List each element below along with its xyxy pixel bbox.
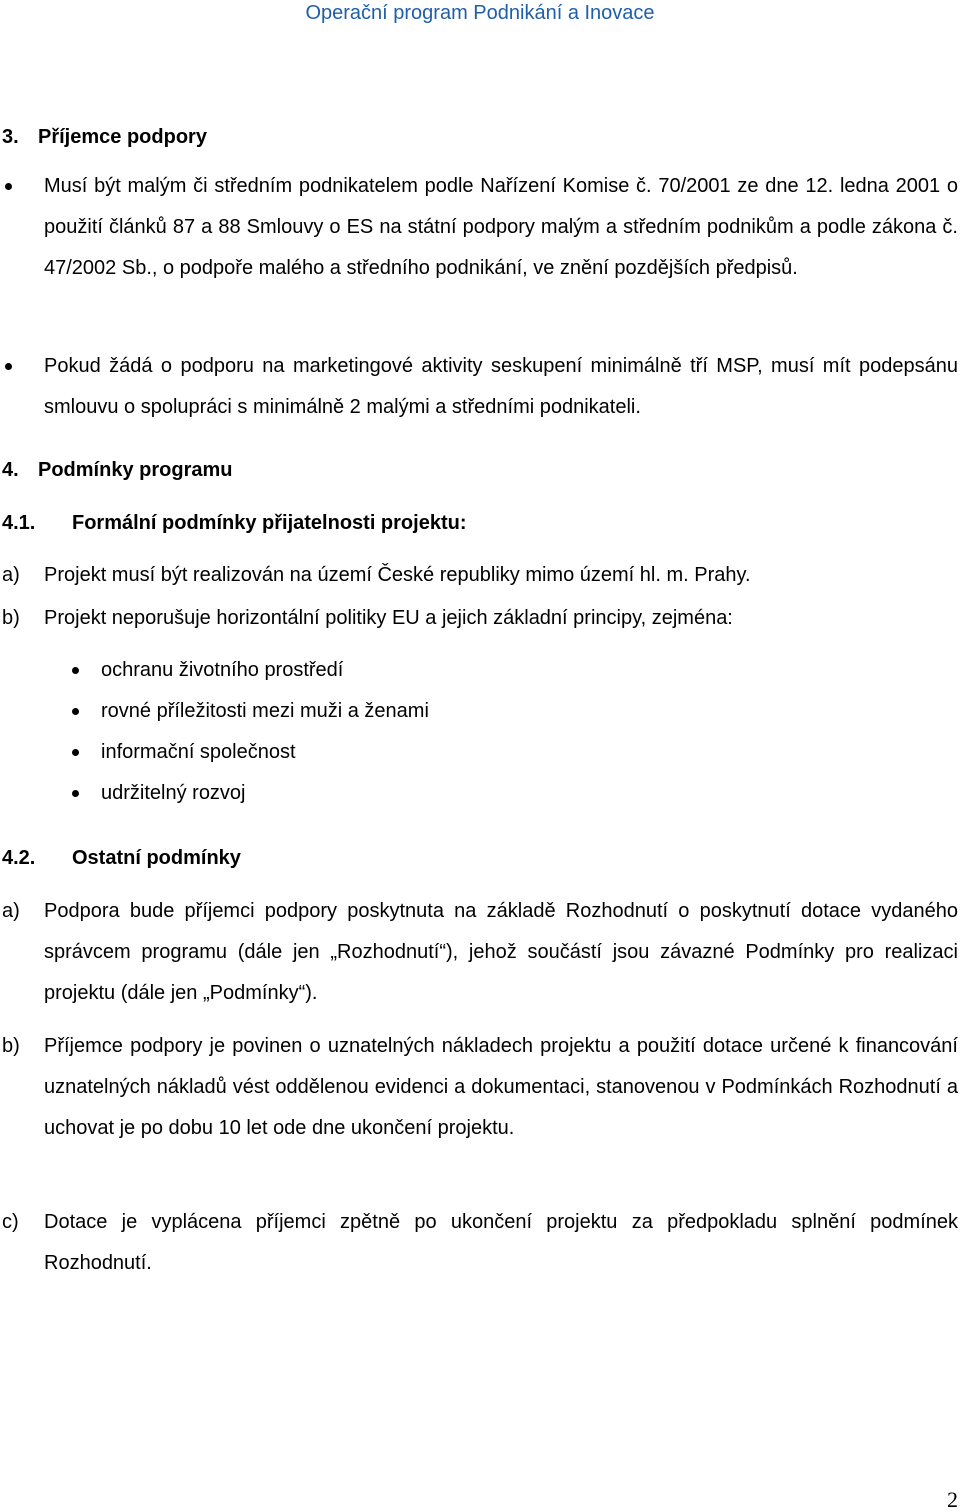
- section-4-2-item-a: Podpora bude příjemci podpory poskytnuta na základě Rozhodnutí o poskytnutí dotace vydaného správcem programu (dále jen „Rozhodnutí“), jehož součástí jsou závazné Podmínky pro realizaci projektu (dále jen „Podmínky“).: [44, 900, 958, 1004]
- section-3-title: Příjemce podpory: [38, 126, 207, 148]
- item-marker: a): [2, 564, 20, 586]
- subbullet-item: udržitelný rozvoj: [101, 782, 246, 804]
- section-3-bullet-2: Pokud žádá o podporu na marketingové aktivity seskupení minimálně tří MSP, musí mít podepsánu smlouvu o spolupráci s minimálně 2 malými a středními podnikateli.: [44, 355, 958, 418]
- section-4-1-item-a: Projekt musí být realizován na území České republiky mimo území hl. m. Prahy.: [44, 564, 751, 586]
- subbullet-item: rovné příležitosti mezi muži a ženami: [101, 700, 429, 722]
- bullet-icon: [72, 708, 79, 715]
- section-3-bullet-1: Musí být malým či středním podnikatelem podle Nařízení Komise č. 70/2001 ze dne 12. ledna 2001 o použití článků 87 a 88 Smlouvy o ES na státní podpory malým a středním podnikům a podle zákona č. 47/2002 Sb., o podpoře malého a středního podnikání, ve znění pozdějších předpisů.: [44, 175, 958, 279]
- item-marker: c): [2, 1211, 19, 1233]
- section-3-number: 3.: [2, 126, 19, 148]
- page-number: 2: [947, 1487, 958, 1512]
- item-marker: b): [2, 607, 20, 629]
- bullet-icon: [72, 790, 79, 797]
- section-4-1-item-b: Projekt neporušuje horizontální politiky EU a jejich základní principy, zejména:: [44, 607, 733, 629]
- section-4-2-item-b: Příjemce podpory je povinen o uznatelných nákladech projektu a použití dotace určené k financování uznatelných nákladů vést oddělenou evidenci a dokumentaci, stanovenou v Podmínkách Rozhodnutí a uchovat je po dobu 10 let ode dne ukončení projektu.: [44, 1035, 958, 1139]
- bullet-icon: [5, 183, 12, 190]
- section-4-1-number: 4.1.: [2, 512, 36, 534]
- page-header: Operační program Podnikání a Inovace: [305, 2, 655, 24]
- bullet-icon: [5, 363, 12, 370]
- section-4-1-title: Formální podmínky přijatelnosti projektu:: [72, 512, 467, 534]
- subbullet-item: ochranu životního prostředí: [101, 659, 344, 681]
- subbullet-item: informační společnost: [101, 741, 296, 763]
- section-4-2-number: 4.2.: [2, 847, 36, 869]
- item-marker: a): [2, 900, 20, 922]
- section-4-number: 4.: [2, 459, 19, 481]
- bullet-icon: [72, 749, 79, 756]
- section-4-2-title: Ostatní podmínky: [72, 847, 241, 869]
- section-4-2-item-c: Dotace je vyplácena příjemci zpětně po ukončení projektu za předpokladu splnění podmínek Rozhodnutí.: [44, 1211, 958, 1274]
- item-marker: b): [2, 1035, 20, 1057]
- section-4-title: Podmínky programu: [38, 459, 233, 481]
- bullet-icon: [72, 667, 79, 674]
